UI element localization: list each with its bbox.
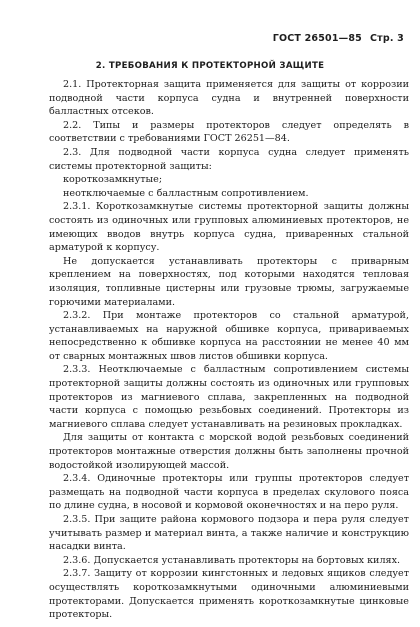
standard-number: ГОСТ 26501—85: [272, 33, 362, 44]
paragraph-2-3-2: 2.3.2. При монтаже протекторов со стальной арматурой, устанавливаемых на наружной обшивке корпуса, привариваемых непосредственно к обшивке корпуса на расстоянии не менее 40 мм от сварных монтажных швов листов обшивки корпуса.: [49, 310, 409, 362]
paragraph-2-2: 2.2. Типы и размеры протекторов следует определять в соответствии с требованиями ГОСТ 26251—84.: [49, 119, 409, 145]
page-number: Стр. 3: [369, 33, 404, 44]
paragraph-2-3-1: 2.3.1. Короткозамкнутые системы протекторной защиты должны состоять из одиночных или групповых алюминиевых протекторов, не имеющих вводов внутрь корпуса судна, приваренных стальной арматурой к корпусу.: [49, 201, 409, 254]
paragraph-thread-protection: Для защиты от контакта с морской водой резьбовых соединений протекторов монтажные отверстия должны быть заполнены прочной водостойкой изолирующей массой.: [49, 432, 409, 471]
paragraph-2-3-5: 2.3.5. При защите района кормового подзора и пера руля следует учитывать размер и материал винта, а также наличие и конструкцию насадки винта.: [49, 514, 409, 553]
paragraph-2-3-6: 2.3.6. Допускается устанавливать протекторы на бортовых килях.: [63, 554, 401, 566]
list-item-short-circuit: короткозамкнутые;: [63, 174, 163, 186]
paragraph-2-3: 2.3. Для подводной части корпуса судна следует применять системы протекторной защиты:: [49, 146, 409, 172]
paragraph-2-1: 2.1. Протекторная защита применяется для защиты от коррозии подводной части корпуса судна и внутренней поверхности балластных отсеков.: [49, 79, 409, 118]
page-header: [273, 33, 404, 44]
paragraph-2-3-3: 2.3.3. Неотключаемые с балластным сопротивлением системы протекторной защиты должны состоять из одиночных или групповых протекторов из магниевого сплава, закрепленных на подводной части корпуса с помощью резьбовых соединений. Протекторы из магниевого сплава следует устанавливать на резиновых прокладках.: [49, 364, 409, 430]
list-item-non-disconnectable: неотключаемые с балластным сопротивлением.: [63, 187, 309, 199]
paragraph-2-3-7: 2.3.7. Защиту от коррозии кингстонных и ледовых ящиков следует осуществлять короткозамкнутыми одиночными алюминиевыми протекторами. Допускается применять короткозамкнутые цинковые протекторы.: [49, 568, 409, 621]
document-body: [49, 78, 409, 622]
paragraph-welding-restriction: Не допускается устанавливать протекторы с приварным креплением на поверхностях, под которыми находятся тепловая изоляция, топливные цистерны или грузовые трюмы, загружаемые горючими материалами.: [49, 255, 409, 308]
paragraph-2-3-4: 2.3.4. Одиночные протекторы или группы протекторов следует размещать на подводной части корпуса в пределах скулового пояса по длине судна, в носовой и кормовой оконечностях и на перо руля.: [49, 473, 409, 512]
section-title: 2. ТРЕБОВАНИЯ К ПРОТЕКТОРНОЙ ЗАЩИТЕ: [95, 61, 325, 71]
